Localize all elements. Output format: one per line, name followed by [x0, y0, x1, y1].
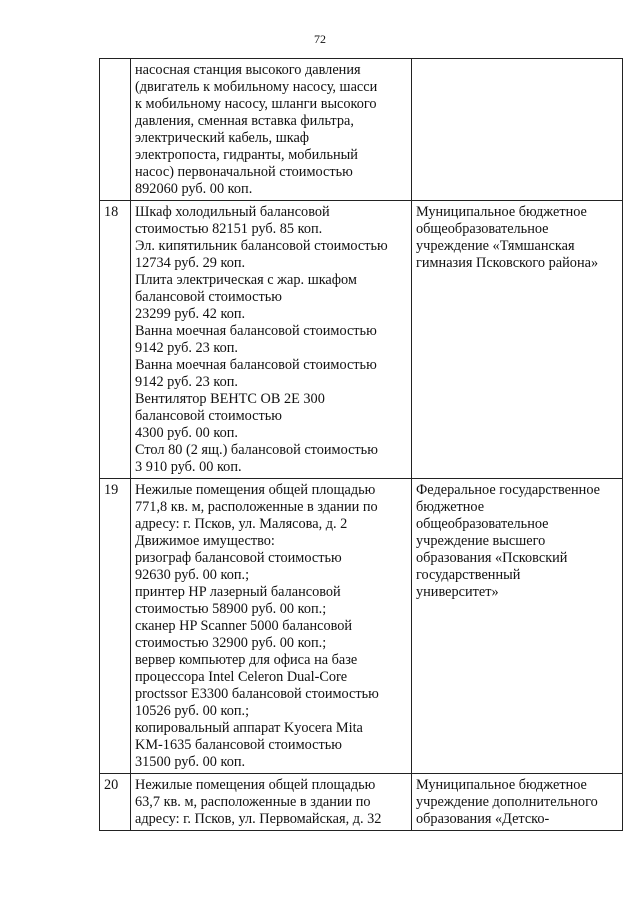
table-row — [100, 774, 623, 831]
description-line: 92630 руб. 00 коп.; — [135, 567, 250, 583]
organization-line: учреждение «Тямшанская — [416, 238, 575, 254]
description-line: стоимостью 32900 руб. 00 коп.; — [135, 635, 327, 651]
description-line: электрический кабель, шкаф — [135, 130, 310, 146]
description-line: 63,7 кв. м, расположенные в здании по — [135, 794, 371, 810]
description-line: стоимостью 82151 руб. 85 коп. — [135, 221, 323, 237]
organization-line: Федеральное государственное — [416, 482, 601, 498]
organization-line: Муниципальное бюджетное — [416, 777, 587, 793]
description-line: ризограф балансовой стоимостью — [135, 550, 342, 566]
description-line: Плита электрическая с жар. шкафом — [135, 272, 357, 288]
description-line: насосная станция высокого давления — [135, 62, 361, 78]
description-line: адресу: г. Псков, ул. Малясова, д. 2 — [135, 516, 348, 532]
description-line: Шкаф холодильный балансовой — [135, 204, 330, 220]
description-line: 10526 руб. 00 коп.; — [135, 703, 250, 719]
description-line: стоимостью 58900 руб. 00 коп.; — [135, 601, 327, 617]
description-line: давления, сменная вставка фильтра, — [135, 113, 354, 129]
description-line: Движимое имущество: — [135, 533, 275, 549]
description-line: Эл. кипятильник балансовой стоимостью — [135, 238, 388, 254]
description-line: принтер HP лазерный балансовой — [135, 584, 341, 600]
table-row — [100, 59, 623, 201]
recipient-organization — [412, 479, 623, 774]
recipient-organization — [412, 774, 623, 831]
organization-line: общеобразовательное — [416, 516, 549, 532]
description-line: к мобильному насосу, шланги высокого — [135, 96, 377, 112]
property-description — [131, 774, 412, 831]
description-line: (двигатель к мобильному насосу, шасси — [135, 79, 378, 95]
property-description — [131, 59, 412, 201]
description-line: 771,8 кв. м, расположенные в здании по — [135, 499, 378, 515]
table-row — [100, 479, 623, 774]
recipient-organization — [412, 201, 623, 479]
table-body — [100, 59, 623, 831]
organization-line: образования «Псковский — [416, 550, 568, 566]
organization-line: образования «Детско- — [416, 811, 550, 827]
organization-line: университет» — [416, 584, 499, 600]
table-row — [100, 201, 623, 479]
organization-line: общеобразовательное — [416, 221, 549, 237]
description-line: 9142 руб. 23 коп. — [135, 340, 238, 356]
recipient-organization — [412, 59, 623, 201]
description-line: Ванна моечная балансовой стоимостью — [135, 357, 377, 373]
row-number: 19 — [100, 479, 131, 774]
description-line: вервер компьютер для офиса на базе — [135, 652, 358, 668]
description-line: proctssor E3300 балансовой стоимостью — [135, 686, 379, 702]
description-line: балансовой стоимостью — [135, 289, 282, 305]
description-line: насос) первоначальной стоимостью — [135, 164, 353, 180]
description-line: 4300 руб. 00 коп. — [135, 425, 238, 441]
organization-line: учреждение высшего — [416, 533, 546, 549]
description-line: 12734 руб. 29 коп. — [135, 255, 246, 271]
organization-line: бюджетное — [416, 499, 485, 515]
description-line: балансовой стоимостью — [135, 408, 282, 424]
page-number: 72 — [314, 32, 326, 46]
description-line: 31500 руб. 00 коп. — [135, 754, 246, 770]
description-line: Вентилятор ВЕНТС ОВ 2Е 300 — [135, 391, 325, 407]
description-line: 3 910 руб. 00 коп. — [135, 459, 242, 475]
organization-line: Муниципальное бюджетное — [416, 204, 587, 220]
row-number — [100, 59, 131, 201]
organization-line: гимназия Псковского района» — [416, 255, 599, 271]
row-number: 20 — [100, 774, 131, 831]
description-line: сканер HP Scanner 5000 балансовой — [135, 618, 353, 634]
row-number: 18 — [100, 201, 131, 479]
description-line: копировальный аппарат Kyocera Mita — [135, 720, 363, 736]
description-line: адресу: г. Псков, ул. Первомайская, д. 32 — [135, 811, 382, 827]
description-line: процессора Intel Celeron Dual-Core — [135, 669, 348, 685]
description-line: Ванна моечная балансовой стоимостью — [135, 323, 377, 339]
property-description — [131, 479, 412, 774]
description-line: Нежилые помещения общей площадью — [135, 482, 376, 498]
property-table — [99, 58, 623, 831]
description-line: 23299 руб. 42 коп. — [135, 306, 246, 322]
description-line: KM-1635 балансовой стоимостью — [135, 737, 342, 753]
description-line: Стол 80 (2 ящ.) балансовой стоимостью — [135, 442, 378, 458]
organization-line: государственный — [416, 567, 521, 583]
description-line: электропоста, гидранты, мобильный — [135, 147, 358, 163]
property-description — [131, 201, 412, 479]
description-line: Нежилые помещения общей площадью — [135, 777, 376, 793]
description-line: 892060 руб. 00 коп. — [135, 181, 253, 197]
organization-line: учреждение дополнительного — [416, 794, 598, 810]
description-line: 9142 руб. 23 коп. — [135, 374, 238, 390]
